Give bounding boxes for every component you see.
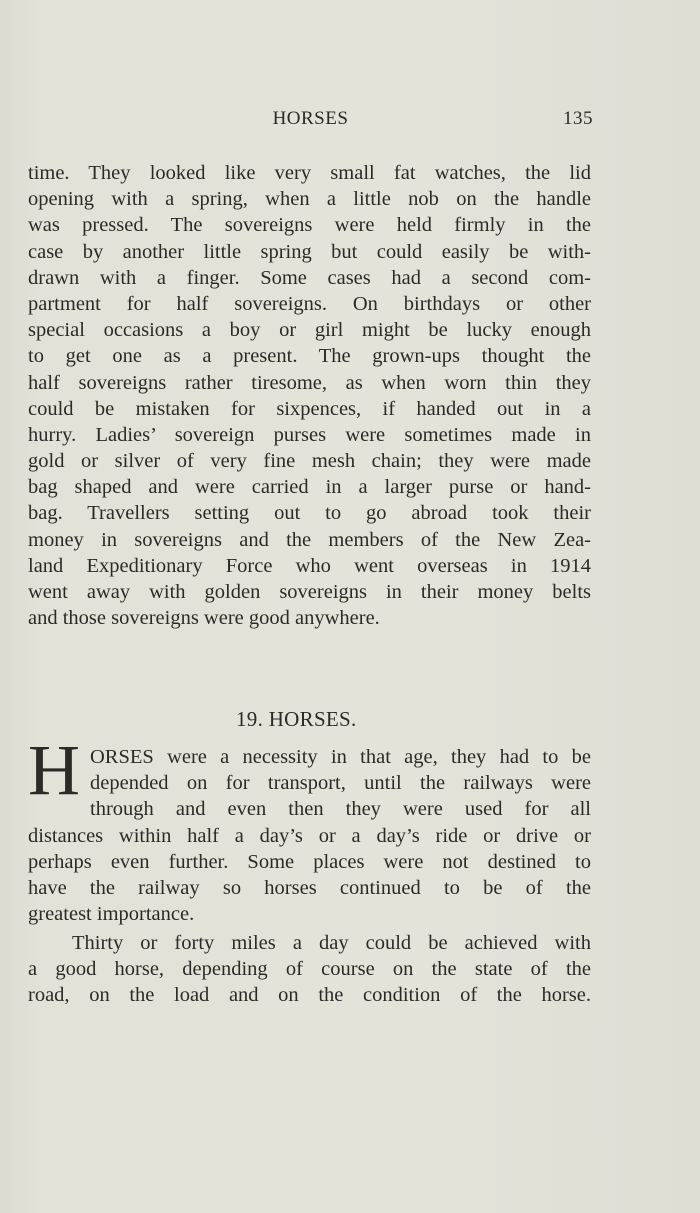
horses-paragraph-2 — [28, 930, 591, 1009]
text-line: drawn with a finger. Some cases had a second com- — [28, 266, 591, 289]
text-line: case by another little spring but could easily be with- — [28, 240, 591, 263]
text-line: money in sovereigns and the members of the New Zea- — [28, 528, 591, 551]
text-line: through and even then they were used for all — [90, 798, 591, 821]
text-line: ORSES were a necessity in that age, they had to be — [90, 746, 591, 768]
text-line: half sovereigns rather tiresome, as when worn thin they — [28, 371, 591, 394]
running-head — [28, 108, 593, 134]
text-line: greatest importance. — [28, 903, 195, 926]
text-line: could be mistaken for sixpences, if handed out in a — [28, 397, 591, 420]
continuation-paragraph — [28, 160, 591, 631]
text-line: bag shaped and were carried in a larger purse or hand- — [28, 476, 591, 499]
text-line: distances within half a day’s or a day’s ride or drive or — [28, 824, 591, 847]
text-line: time. They looked like very small fat watches, the lid — [28, 162, 591, 184]
text-line: went away with golden sovereigns in their money belts — [28, 581, 591, 603]
text-line: a good horse, depending of course on the state of the — [28, 958, 591, 981]
text-line: was pressed. The sovereigns were held firmly in the — [28, 214, 591, 237]
horses-paragraph-1 — [28, 744, 591, 927]
section-heading: 19. HORSES. — [236, 707, 357, 731]
text-line: opening with a spring, when a little nob on the handle — [28, 188, 591, 211]
text-line: special occasions a boy or girl might be lucky enough — [28, 319, 591, 342]
running-title: HORSES — [272, 108, 349, 129]
text-line: bag. Travellers setting out to go abroad took their — [28, 502, 591, 525]
text-line: and those sovereigns were good anywhere. — [28, 607, 380, 630]
text-line: gold or silver of very fine mesh chain; they were made — [28, 450, 591, 473]
text-line: depended on for transport, until the railways were — [90, 772, 591, 795]
text-line: have the railway so horses continued to be of the — [28, 876, 591, 899]
text-line: to get one as a present. The grown-ups thought the — [28, 345, 591, 368]
text-line: land Expeditionary Force who went overseas in 1914 — [28, 554, 591, 577]
page-number: 135 — [563, 108, 593, 129]
drop-cap: H — [28, 730, 80, 810]
text-line: Thirty or forty miles a day could be achieved with — [72, 932, 591, 954]
text-line: perhaps even further. Some places were not destined to — [28, 850, 591, 873]
text-line: hurry. Ladies’ sovereign purses were sometimes made in — [28, 423, 591, 446]
text-line: road, on the load and on the condition of the horse. — [28, 984, 591, 1007]
text-line: partment for half sovereigns. On birthdays or other — [28, 292, 591, 315]
